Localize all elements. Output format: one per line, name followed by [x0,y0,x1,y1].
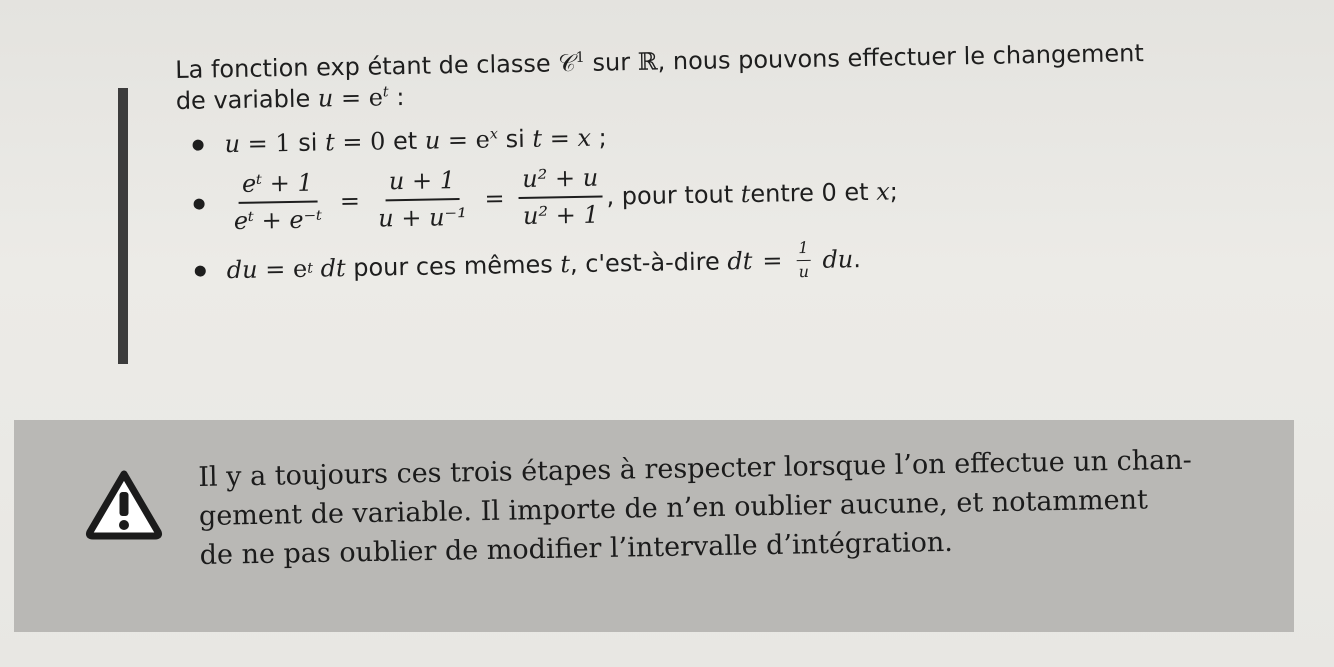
intro-line2-text: de variable [175,84,319,116]
math-exp: x [489,126,499,143]
equals-sign: = [762,246,783,275]
warning-line-1: Il y a toujours ces trois étapes à respecter lorsque l’on effectue un chan- [198,444,1192,493]
intro-text-end: , nous pouvons effectuer le changement [657,39,1144,76]
math-t: t [740,179,751,208]
substitution-eq: = e [333,83,384,113]
math-du: du [226,255,258,284]
fraction-3 [518,163,603,233]
math-u: u [424,126,441,155]
fraction-one-over-u [796,238,811,283]
math-t: t [532,124,543,153]
text-et: et [385,126,426,156]
text-entre: entre 0 et [750,177,869,208]
substitution-var: u [317,84,334,113]
math-x: x [875,177,891,206]
equals-sign: = [484,184,505,213]
math-t: t [560,249,571,279]
class-symbol: 𝒞 [557,49,576,78]
warning-line-3: de ne pas oublier de modifier l’intervalle d’intégration. [199,527,954,572]
warning-line-2: gement de variable. Il importe de n’en oublier aucune, et notamment [198,484,1149,533]
fraction-denominator: u + u⁻¹ [378,203,468,233]
fraction-denominator: u² + 1 [522,201,599,231]
fraction-denominator: u [798,261,810,282]
math-exp: t [307,260,314,277]
math-eq: = 0 [334,127,386,157]
text-cest-a-dire: , c'est-à-dire [569,247,728,278]
warning-text [198,439,1270,575]
math-eq: = e [257,254,308,284]
bullet-dot [194,199,205,210]
bullet-dot [192,140,203,151]
intro-text-mid: sur [584,47,638,77]
fraction-1 [229,168,326,238]
math-eq: = [541,123,578,153]
fraction-numerator: 1 [796,238,811,261]
fraction-2 [373,165,471,235]
math-du: du [814,244,854,274]
text-end: . [852,244,862,273]
reals-symbol: ℝ [637,47,658,76]
text-pour-tout: , pour tout [606,180,734,211]
math-content [175,36,1289,300]
math-eq: = 1 [239,128,291,158]
math-u: u [224,129,241,158]
fraction-denominator: eᵗ + e⁻ᵗ [233,205,323,236]
math-dt: dt [312,253,346,283]
math-eq: = e [440,125,491,155]
warning-icon [84,468,164,540]
equals-sign: = [339,186,361,215]
fraction-numerator: u + 1 [385,165,460,201]
fraction-numerator: u² + u [518,163,603,200]
text-end: ; [590,123,607,152]
bullet-list [176,106,1289,299]
text-si: si [497,124,533,154]
intro-text: La fonction exp étant de classe [175,49,559,84]
substitution-exp: t [382,84,389,101]
margin-rule-bar [118,88,128,364]
bullet-dot [195,266,206,277]
text-si: si [290,128,326,157]
text-pour-ces: pour ces mêmes [345,250,561,282]
math-dt: dt [727,246,753,276]
math-x: x [577,123,592,152]
math-t: t [324,128,335,157]
fraction-numerator: eᵗ + 1 [238,168,317,205]
text-end: ; [889,177,899,206]
intro-line2-end: : [388,83,405,112]
class-exponent: 1 [575,49,585,67]
